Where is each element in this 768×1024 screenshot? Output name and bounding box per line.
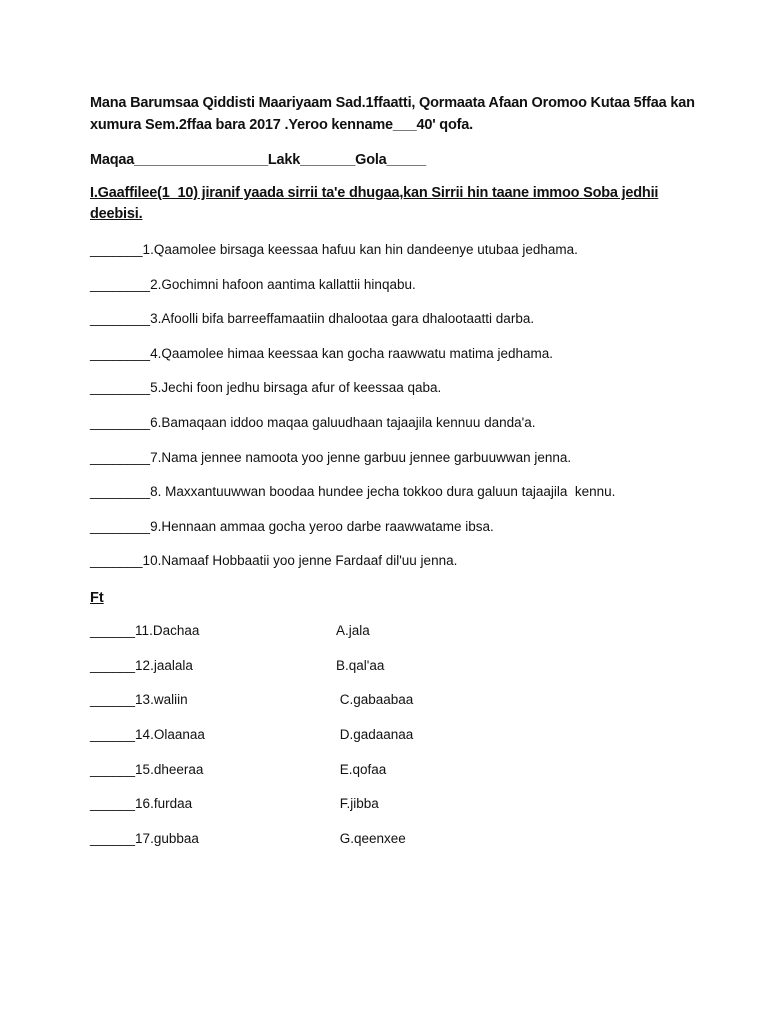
question-item: ________6.Bamaqaan iddoo maqaa galuudhaan tajaajila kennuu danda'a. bbox=[90, 414, 536, 430]
matching-question-item: ______17.gubbaa bbox=[90, 831, 199, 847]
question-item: ________9.Hennaan ammaa gocha yeroo darbe raawwatame ibsa. bbox=[90, 518, 494, 534]
matching-right-column bbox=[336, 621, 413, 864]
matching-answer-option: B.qal'aa bbox=[336, 657, 385, 673]
question-item: ________3.Afoolli bifa barreeffamaatiin dhalootaa gara dhalootaatti darba. bbox=[90, 311, 535, 327]
matching-answer-option: C.gabaabaa bbox=[336, 692, 414, 708]
matching-answer-option: F.jibba bbox=[336, 796, 379, 812]
part2-section-label: Ft bbox=[90, 590, 104, 606]
matching-question-item: ______11.Dachaa bbox=[90, 623, 200, 638]
matching-left-column bbox=[90, 621, 205, 864]
matching-question-item: ______16.furdaa bbox=[90, 796, 193, 812]
exam-title: Mana Barumsaa Qiddisti Maariyaam Sad.1ffaatti, Qormaata Afaan Oromoo Kutaa 5ffaa kan xumura Sem.2ffaa bara 2017 .Yeroo kenname___40' qofa. bbox=[90, 95, 695, 133]
matching-answer-option: A.jala bbox=[336, 623, 370, 638]
matching-question-item: ______14.Olaanaa bbox=[90, 727, 205, 743]
true-false-question-list bbox=[90, 240, 615, 586]
matching-answer-option: E.qofaa bbox=[336, 761, 387, 777]
question-item: ________4.Qaamolee himaa keessaa kan gocha raawwatu matima jedhama. bbox=[90, 345, 554, 361]
question-item: ________7.Nama jennee namoota yoo jenne garbuu jennee garbuuwwan jenna. bbox=[90, 449, 572, 465]
student-info-line: Maqaa_________________Lakk_______Gola_____ bbox=[90, 152, 426, 168]
matching-answer-option: D.gadaanaa bbox=[336, 727, 414, 743]
question-item: ________2.Gochimni hafoon aantima kallattii hinqabu. bbox=[90, 276, 416, 292]
matching-question-item: ______13.waliin bbox=[90, 692, 188, 708]
matching-question-item: ______15.dheeraa bbox=[90, 761, 204, 777]
question-item: ________8. Maxxantuuwwan boodaa hundee jecha tokkoo dura galuun tajaajila kennu. bbox=[90, 484, 616, 500]
question-item: _______10.Namaaf Hobbaatii yoo jenne Fardaaf dil'uu jenna. bbox=[90, 553, 458, 569]
question-item: ________5.Jechi foon jedhu birsaga afur of keessaa qaba. bbox=[90, 380, 442, 396]
part1-instruction: I.Gaaffilee(1_10) jiranif yaada sirrii ta'e dhugaa,kan Sirrii hin taane immoo Soba jedhii deebisi. bbox=[90, 185, 659, 222]
question-item: _______1.Qaamolee birsaga keessaa hafuu kan hin dandeenye utubaa jedhama. bbox=[90, 242, 578, 257]
matching-question-item: ______12.jaalala bbox=[90, 657, 193, 673]
matching-answer-option: G.qeenxee bbox=[336, 831, 406, 847]
